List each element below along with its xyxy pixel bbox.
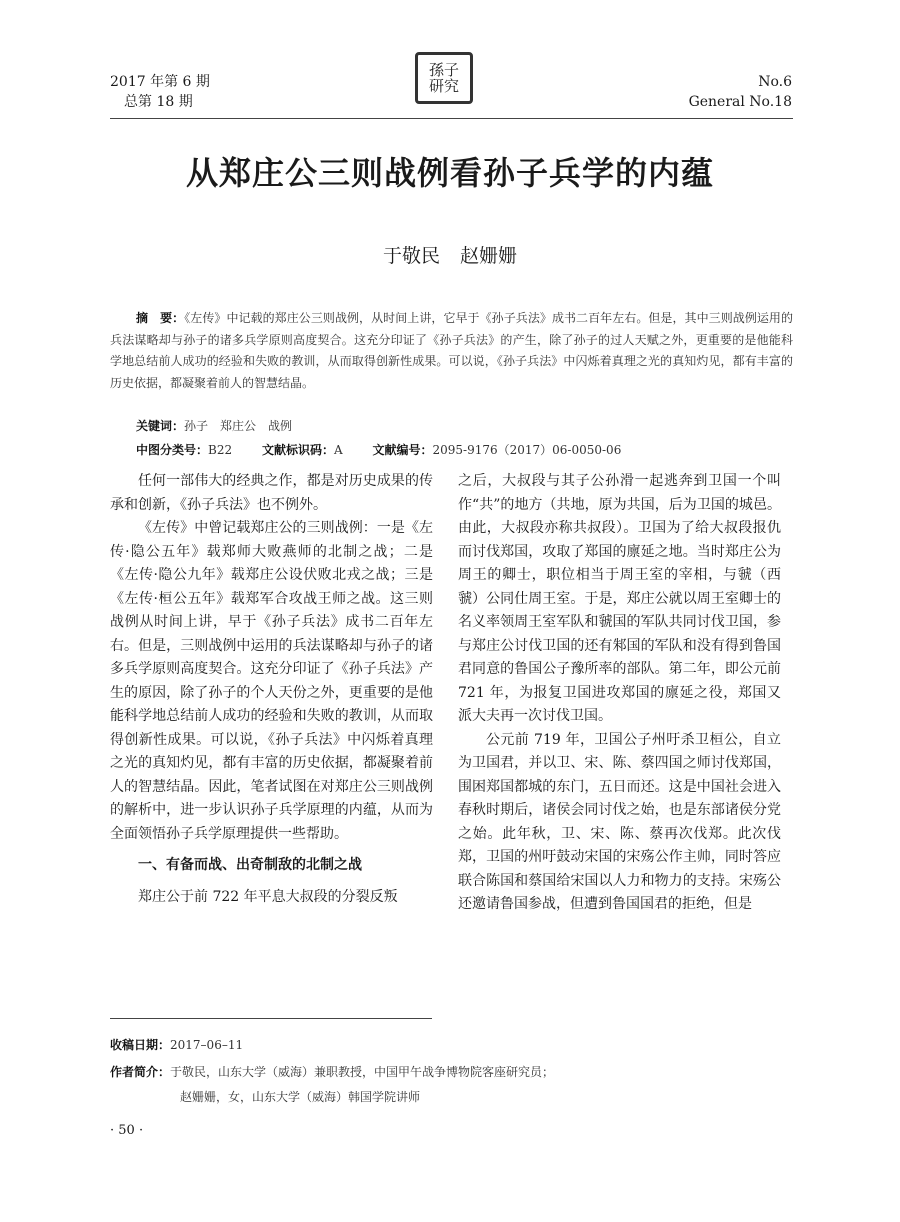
author-bio-2: 赵姗姗，女，山东大学（威海）韩国学院讲师 xyxy=(180,1090,421,1104)
total-issue-cn: 总第 18 期 xyxy=(124,94,193,110)
doc-code-value: A xyxy=(333,443,343,457)
header-divider xyxy=(110,118,793,119)
classification-line xyxy=(136,441,621,458)
keywords xyxy=(136,417,292,434)
article-authors: 于敬民 赵姗姗 xyxy=(382,245,518,267)
author-bio-label: 作者简介： xyxy=(110,1065,171,1079)
author-bio xyxy=(110,1062,554,1082)
paragraph: 之后，大叔段与其子公孙滑一起逃奔到卫国一个叫作“共”的地方（共地，原为共国，后为卫国的城邑。由此，大叔段亦称共叔段）。卫国为了给大叔段报仇而讨伐郑国，攻取了郑国的廪延之地。当时郑庄公为周王的卿士，职位相当于周王室的宰相，与虢（西虢）公同仕周王室。于是，郑庄公就以周王室卿士的名义率领周王室军队和虢国的军队共同讨伐卫国，参与郑庄公讨伐卫国的还有邾国的军队和没有得到鲁国君同意的鲁国公子豫所率的部队。第二年，即公元前 721 年，为报复卫国进攻郑国的廪延之役，郑国又派大夫再一次讨伐卫国。 xyxy=(458,473,781,724)
received-value: 2017–06–11 xyxy=(170,1038,244,1052)
keywords-label: 关键词： xyxy=(136,419,185,433)
journal-logo-seal: 孫子研究 xyxy=(428,61,459,95)
clc-label: 中图分类号： xyxy=(136,443,209,457)
abstract-label: 摘 要： xyxy=(136,311,185,325)
doc-code-label: 文献标识码： xyxy=(261,443,334,457)
received-date xyxy=(110,1035,243,1055)
body-column-right xyxy=(458,470,781,917)
abstract xyxy=(110,308,793,394)
paragraph: 郑庄公于前 722 年平息大叔段的分裂反叛 xyxy=(138,888,398,905)
total-issue-en: General No.18 xyxy=(688,94,792,110)
journal-logo xyxy=(415,52,473,104)
paragraph: 《左传》中曾记载郑庄公的三则战例：一是《左传·隐公五年》载郑师大败燕师的北制之战；二是《左传·隐公九年》载郑庄公设伏败北戎之战；三是《左传·桓公五年》载郑军合攻战王师之战。这三则战例从时间上讲，早于《孙子兵法》成书二百年左右。但是，三则战例中运用的兵法谋略却与孙子的诸多兵学原则高度契合。这充分印证了《孙子兵法》产生的原因，除了孙子的个人天份之外，更重要的是他能科学地总结前人成功的经验和失败的教训，从而取得创新性成果。可以说，《孙子兵法》中闪烁着真理之光的真知灼见，都有丰富的历史依据，都凝聚着前人的智慧结晶。因此，笔者试图在对郑庄公三则战例的解析中，进一步认识孙子兵学原理的内蕴，从而为全面领悟孙子兵学原理提供一些帮助。 xyxy=(110,520,433,842)
article-title: 从郑庄公三则战例看孙子兵学的内蕴 xyxy=(185,154,714,192)
article-no-value: 2095-9176（2017）06-0050-06 xyxy=(432,443,622,457)
paragraph: 公元前 719 年，卫国公子州吁杀卫桓公，自立为卫国君，并以卫、宋、陈、蔡四国之师讨伐郑国，围困郑国都城的东门，五日而还。这是中国社会进入春秋时期后，诸侯会同讨伐之始，也是东部诸侯分党之始。此年秋，卫、宋、陈、蔡再次伐郑。此次伐郑，卫国的州吁鼓动宋国的宋殇公作主帅，同时答应联合陈国和蔡国给宋国以人力和物力的支持。宋殇公还邀请鲁国参战，但遭到鲁国国君的拒绝，但是 xyxy=(458,731,781,912)
journal-issue-cn xyxy=(110,72,210,112)
keywords-text: 孙子 郑庄公 战例 xyxy=(184,419,293,433)
issue-number-en: No.6 xyxy=(758,74,792,90)
page-number: · 50 · xyxy=(110,1123,144,1138)
abstract-text: 《左传》中记载的郑庄公三则战例，从时间上讲，它早于《孙子兵法》成书二百年左右。但是，其中三则战例运用的兵法谋略却与孙子的诸多兵学原则高度契合。这充分印证了《孙子兵法》的产生，除了孙子的过人天赋之外，更重要的是他能科学地总结前人成功的经验和失败的教训，从而取得创新性成果。可以说，《孙子兵法》中闪烁着真理之光的真知灼见，都有丰富的历史依据，都凝聚着前人的智慧结晶。 xyxy=(110,311,793,390)
journal-issue-en xyxy=(689,72,792,112)
issue-number-cn: 2017 年第 6 期 xyxy=(110,74,210,90)
article-no-label: 文献编号： xyxy=(372,443,433,457)
section-heading: 一、有备而战、出奇制敌的北制之战 xyxy=(138,857,362,873)
footnote-divider xyxy=(110,1018,432,1019)
body-column-left xyxy=(110,470,433,909)
author-bio-1: 于敬民，山东大学（威海）兼职教授，中国甲午战争博物院客座研究员； xyxy=(170,1065,555,1079)
received-label: 收稿日期： xyxy=(110,1038,171,1052)
paragraph: 任何一部伟大的经典之作，都是对历史成果的传承和创新，《孙子兵法》也不例外。 xyxy=(110,473,433,513)
clc-value: B22 xyxy=(208,443,233,457)
